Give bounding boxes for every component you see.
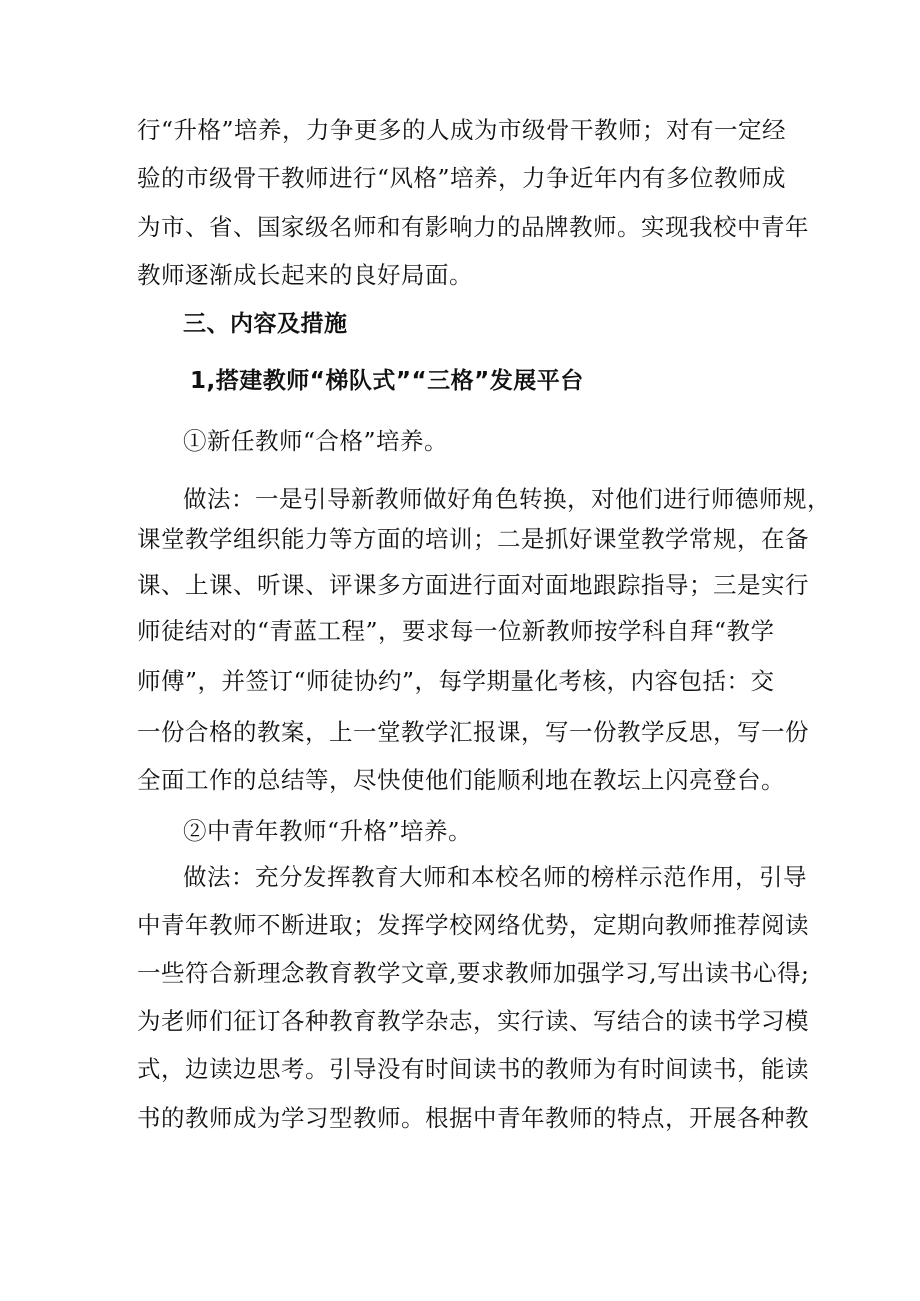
intro-line-4: 教师逐渐成长起来的良好局面。 bbox=[137, 261, 473, 289]
item2-title: ②中青年教师“升格”培养。 bbox=[183, 817, 473, 845]
item2-line-1: 做法：充分发挥教育大师和本校名师的榜样示范作用，引导 bbox=[183, 863, 807, 891]
subsection-heading: 1,搭建教师“梯队式”“三格”发展平台 bbox=[190, 368, 584, 394]
section-heading: 三、内容及措施 bbox=[183, 311, 348, 337]
item1-title: ①新任教师“合格”培养。 bbox=[183, 427, 449, 455]
item2-line-3: 一些符合新理念教育教学文章,要求教师加强学习,写出读书心得; bbox=[137, 959, 810, 987]
item2-line-4: 为老师们征订各种教育教学杂志，实行读、写结合的读书学习模 bbox=[137, 1007, 809, 1035]
item2-line-5: 式，边读边思考。引导没有时间读书的教师为有时间读书，能读 bbox=[137, 1055, 809, 1083]
item1-line-7: 全面工作的总结等，尽快使他们能顺利地在教坛上闪亮登台。 bbox=[137, 766, 785, 794]
item2-line-2: 中青年教师不断进取；发挥学校网络优势，定期向教师推荐阅读 bbox=[137, 911, 809, 939]
intro-line-2: 验的市级骨干教师进行“风格”培养，力争近年内有多位教师成 bbox=[137, 164, 787, 192]
item1-line-2: 课堂教学组织能力等方面的培训；二是抓好课堂教学常规，在备 bbox=[137, 525, 809, 553]
item2-line-6: 书的教师成为学习型教师。根据中青年教师的特点，开展各种教 bbox=[137, 1104, 809, 1132]
item1-line-6: 一份合格的教案，上一堂教学汇报课，写一份教学反思，写一份 bbox=[137, 718, 809, 746]
item1-line-5: 师傅”，并签订“师徒协约”，每学期量化考核，内容包括：交 bbox=[137, 667, 775, 695]
intro-line-3: 为市、省、国家级名师和有影响力的品牌教师。实现我校中青年 bbox=[137, 213, 809, 241]
item1-line-4: 师徒结对的“青蓝工程”，要求每一位新教师按学科自拜“教学 bbox=[137, 617, 775, 645]
item1-line-3: 课、上课、听课、评课多方面进行面对面地跟踪指导；三是实行 bbox=[137, 571, 809, 599]
item1-line-1: 做法：一是引导新教师做好角色转换，对他们进行师德师规， bbox=[183, 485, 831, 513]
intro-line-1: 行“升格”培养，力争更多的人成为市级骨干教师；对有一定经 bbox=[137, 116, 787, 144]
